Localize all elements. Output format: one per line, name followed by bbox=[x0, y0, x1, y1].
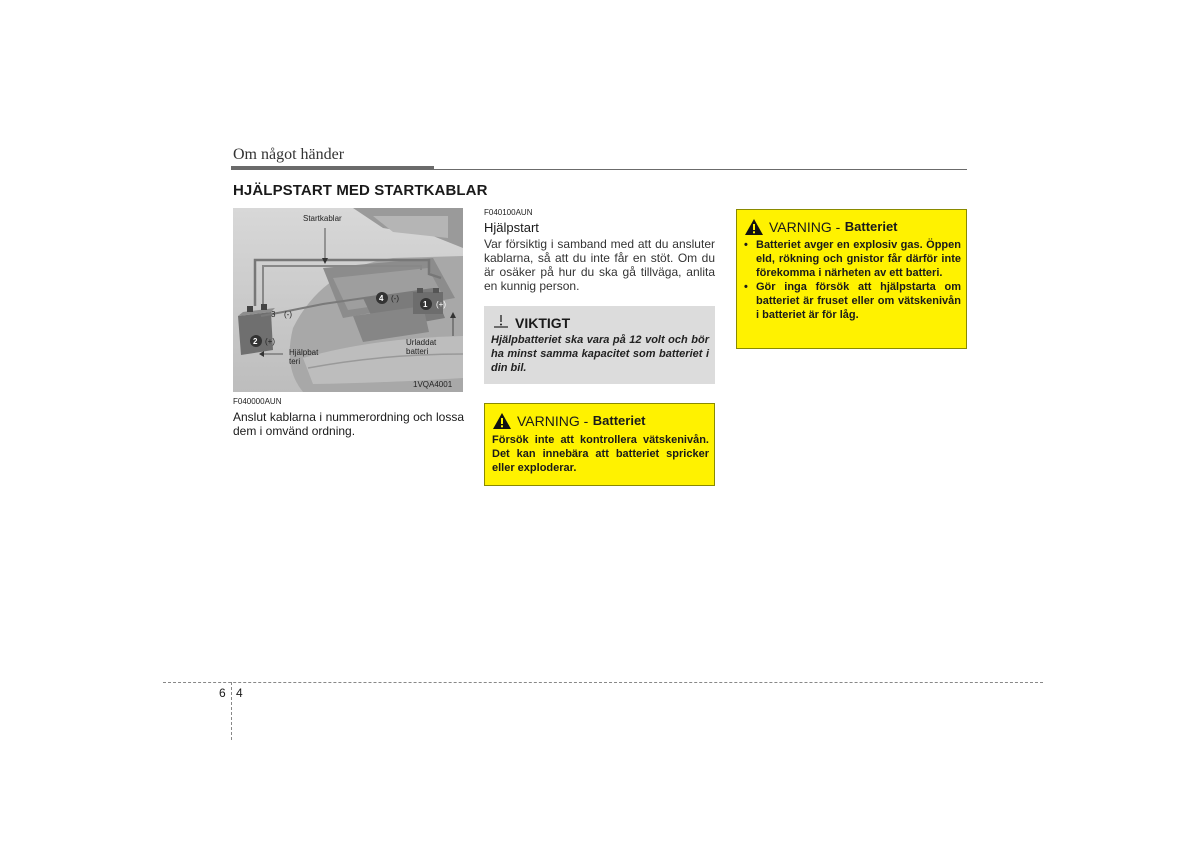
label-plus-2: (+) bbox=[265, 337, 275, 346]
warning-box-right bbox=[736, 209, 967, 349]
warning-subtitle: Batteriet bbox=[592, 413, 646, 428]
viktigt-title: VIKTIGT bbox=[515, 315, 571, 331]
page-number: 4 bbox=[236, 686, 243, 700]
figure-caption: Anslut kablarna i nummerordning och lossa dem i omvänd ordning. bbox=[233, 410, 464, 438]
jump-title: Hjälpstart bbox=[484, 220, 539, 235]
warning-box-mid bbox=[484, 403, 715, 486]
warning-title: VARNING - bbox=[769, 219, 841, 235]
warning-triangle-icon bbox=[492, 412, 512, 430]
label-num-3: 3 bbox=[271, 310, 276, 319]
figure-ref-code: F040000AUN bbox=[233, 397, 282, 406]
label-minus-3: (-) bbox=[284, 310, 292, 319]
info-exclamation-icon bbox=[493, 314, 509, 328]
label-hjalpbatteri: Hjälpbat teri bbox=[289, 348, 319, 366]
header-rule-thin bbox=[434, 169, 967, 170]
page-title: HJÄLPSTART MED STARTKABLAR bbox=[233, 182, 488, 199]
footer-rule bbox=[163, 682, 1043, 683]
footer-divider bbox=[231, 682, 232, 740]
section-header: Om något händer bbox=[233, 146, 345, 163]
viktigt-box bbox=[484, 306, 715, 384]
car-trunk-illustration bbox=[233, 208, 463, 392]
header-rule-dark bbox=[231, 166, 434, 170]
list-item: • Gör inga försök att hjälpstarta om batteriet är fruset eller om vätskenivån i batteriet är för låg. bbox=[744, 281, 961, 321]
label-startkablar: Startkablar bbox=[303, 214, 342, 223]
bullet-text: Batteriet avger en explosiv gas. Öppen eld, rökning och gnistor får därför inte förekomma i närheten av ett batteri. bbox=[756, 239, 961, 279]
jump-start-figure bbox=[233, 208, 463, 392]
label-minus-4: (-) bbox=[391, 294, 399, 303]
label-urladdat: Urladdat batteri bbox=[406, 338, 437, 356]
warning-subtitle: Batteriet bbox=[844, 219, 898, 234]
list-item: • Batteriet avger en explosiv gas. Öppen eld, rökning och gnistor får därför inte förekomma i närheten av ett batteri. bbox=[744, 239, 961, 279]
label-num-4: 4 bbox=[379, 294, 384, 303]
jump-body: Var försiktig i samband med att du ansluter kablarna, så att du inte får en stöt. Om du är osäker på hur du ska gå tillväga, anlita en kunnig person. bbox=[484, 237, 715, 293]
bullet-text: Gör inga försök att hjälpstarta om batteriet är fruset eller om vätskenivån i batteriet är för låg. bbox=[756, 281, 961, 321]
jump-ref-code: F040100AUN bbox=[484, 208, 533, 217]
warning-body: Försök inte att kontrollera vätskenivån. Det kan innebära att batteriet spricker eller exploderar. bbox=[492, 434, 709, 474]
label-plus-1: (+) bbox=[436, 300, 446, 309]
warning-bullet-list bbox=[744, 238, 961, 322]
figure-code: 1VQA4001 bbox=[413, 380, 453, 389]
section-number: 6 bbox=[219, 686, 226, 700]
label-num-1: 1 bbox=[423, 300, 428, 309]
label-num-2: 2 bbox=[253, 337, 258, 346]
viktigt-body: Hjälpbatteriet ska vara på 12 volt och bör ha minst samma kapacitet som batteriet i din bil. bbox=[491, 334, 709, 374]
warning-triangle-icon bbox=[744, 218, 764, 236]
warning-title: VARNING - bbox=[517, 413, 589, 429]
